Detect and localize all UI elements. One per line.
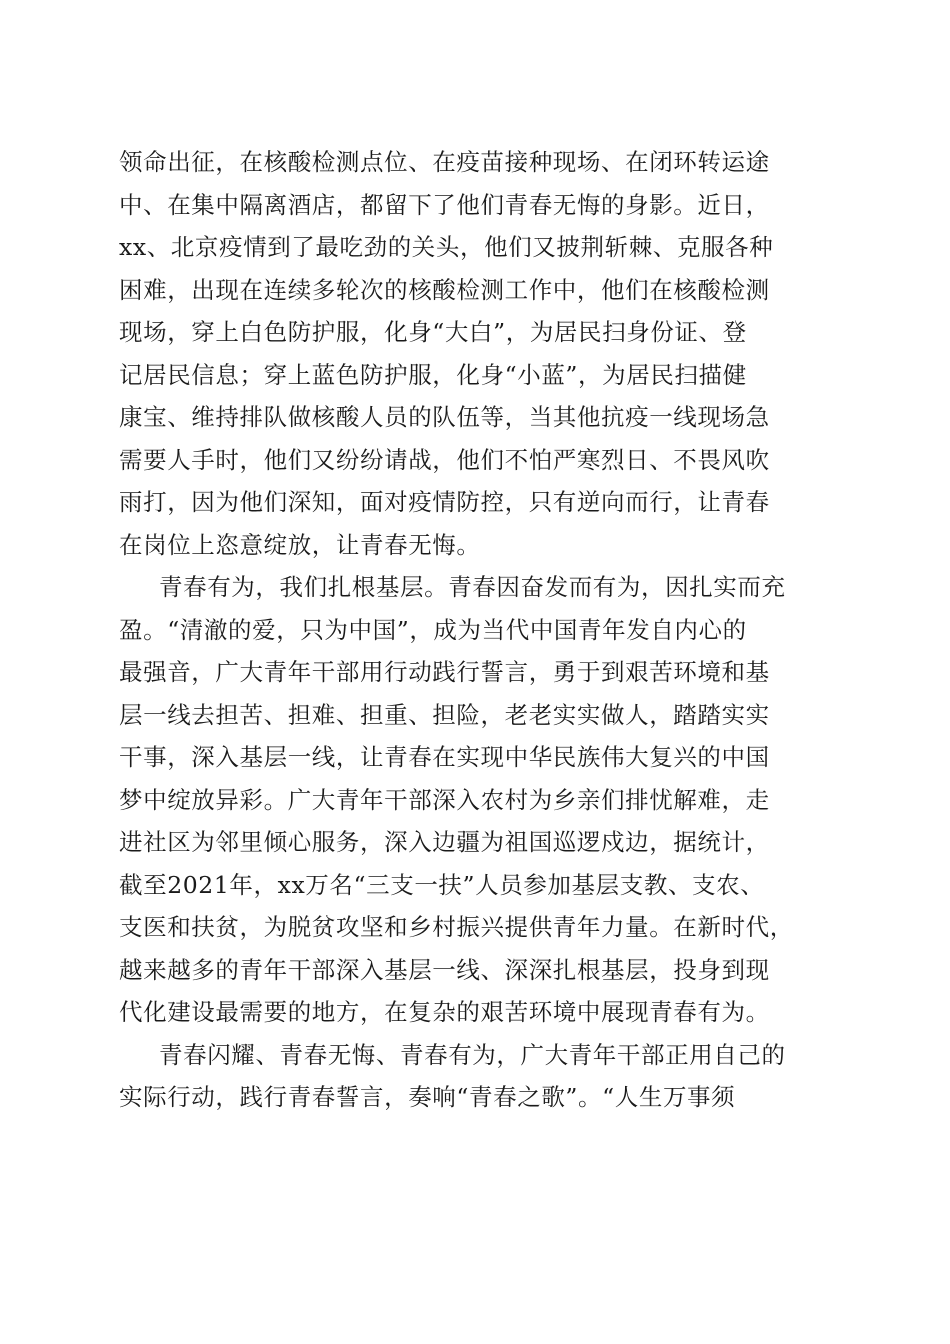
text-line: 截至2021年，xx万名“三支一扶”人员参加基层支教、支农、: [119, 870, 765, 899]
paragraph: [119, 566, 839, 1034]
text-line: 青春闪耀、青春无悔、青春有为，广大青年干部正用自己的: [159, 1040, 786, 1069]
text-line: 层一线去担苦、担难、担重、担险，老老实实做人，踏踏实实: [119, 700, 770, 729]
text-line: 越来越多的青年干部深入基层一线、深深扎根基层，投身到现: [119, 955, 770, 984]
text-line: 雨打，因为他们深知，面对疫情防控，只有逆向而行，让青春: [119, 488, 770, 516]
document-body: [119, 141, 839, 1119]
text-line: 进社区为邻里倾心服务，深入边疆为祖国巡逻戍边，据统计，: [119, 828, 770, 856]
text-line: 盈。“清澈的爱，只为中国”，成为当代中国青年发自内心的: [119, 615, 747, 644]
paragraph: [119, 1034, 839, 1119]
text-line: 需要人手时，他们又纷纷请战，他们不怕严寒烈日、不畏风吹: [119, 445, 770, 474]
text-line: 实际行动，践行青春誓言，奏响“青春之歌”。“人生万事须: [119, 1083, 736, 1111]
text-line: 中、在集中隔离酒店，都留下了他们青春无悔的身影。近日，: [119, 190, 770, 219]
text-line: 代化建设最需要的地方，在复杂的艰苦环境中展现青春有为。: [119, 998, 770, 1026]
text-line: 支医和扶贫，为脱贫攻坚和乡村振兴提供青年力量。在新时代，: [119, 913, 794, 941]
paragraph: [119, 141, 839, 566]
text-line: 领命出征，在核酸检测点位、在疫苗接种现场、在闭环转运途: [119, 148, 770, 176]
text-line: 康宝、维持排队做核酸人员的队伍等，当其他抗疫一线现场急: [119, 403, 770, 431]
text-line: 干事，深入基层一线，让青春在实现中华民族伟大复兴的中国: [119, 743, 770, 771]
text-line: 青春有为，我们扎根基层。青春因奋发而有为，因扎实而充: [159, 573, 786, 601]
text-line: 现场，穿上白色防护服，化身“大白”，为居民扫身份证、登: [119, 318, 747, 346]
text-line: 在岗位上恣意绽放，让青春无悔。: [119, 530, 481, 559]
text-line: 记居民信息；穿上蓝色防护服，化身“小蓝”，为居民扫描健: [119, 360, 747, 389]
text-line: 最强音，广大青年干部用行动践行誓言，勇于到艰苦环境和基: [119, 658, 770, 686]
text-line: xx、北京疫情到了最吃劲的关头，他们又披荆斩棘、克服各种: [119, 233, 774, 261]
text-line: 梦中绽放异彩。广大青年干部深入农村为乡亲们排忧解难，走: [119, 785, 770, 814]
text-line: 困难，出现在连续多轮次的核酸检测工作中，他们在核酸检测: [119, 275, 770, 304]
